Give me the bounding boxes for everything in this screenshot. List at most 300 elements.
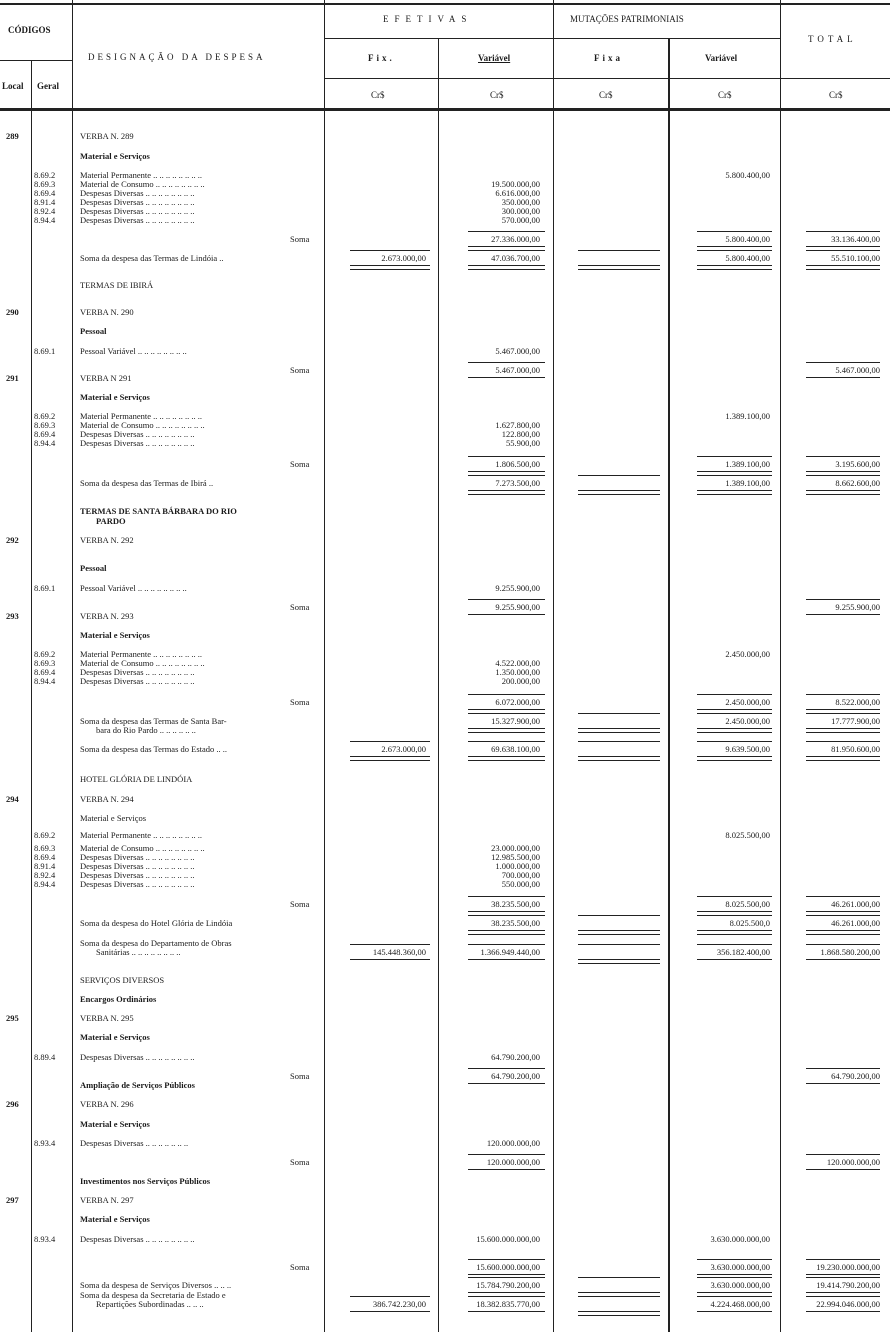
underline bbox=[697, 456, 772, 457]
geral-code: 8.92.4 bbox=[34, 206, 56, 216]
description: Pessoal Variável .. .. .. .. .. .. .. .. bbox=[80, 346, 187, 356]
local-code: 295 bbox=[6, 1013, 19, 1023]
double-underline bbox=[697, 930, 772, 935]
underline bbox=[806, 1311, 880, 1312]
value-total: 5.467.000,00 bbox=[835, 365, 880, 375]
value-efetivas-variavel: 9.255.900,00 bbox=[495, 583, 540, 593]
underline bbox=[697, 959, 772, 960]
value-total: 3.195.600,00 bbox=[835, 459, 880, 469]
geral-code: 8.92.4 bbox=[34, 870, 56, 880]
geral-code: 8.69.2 bbox=[34, 830, 56, 840]
underline bbox=[468, 1274, 545, 1275]
description: Pessoal bbox=[80, 563, 107, 573]
underline bbox=[468, 471, 545, 472]
double-underline bbox=[468, 728, 545, 733]
underline bbox=[806, 599, 880, 600]
rule-desc bbox=[324, 0, 325, 1332]
geral-code: 8.69.1 bbox=[34, 346, 56, 356]
header-efetivas: EFETIVAS bbox=[383, 14, 473, 24]
description: Despesas Diversas .. .. .. .. .. .. .. .. bbox=[80, 676, 195, 686]
description: Despesas Diversas .. .. .. .. .. .. .. .. bbox=[80, 188, 195, 198]
underline bbox=[697, 471, 772, 472]
underline bbox=[468, 599, 545, 600]
underline bbox=[350, 944, 430, 945]
underline bbox=[697, 246, 772, 247]
geral-code: 8.94.4 bbox=[34, 215, 56, 225]
value-efetivas-variavel: 120.000.000,00 bbox=[486, 1138, 540, 1148]
description: Soma da despesa das Termas de Santa Bar- bbox=[80, 716, 227, 726]
header-fixa-efetivas: Fix. bbox=[368, 53, 395, 63]
description: Investimentos nos Serviços Públicos bbox=[80, 1176, 211, 1186]
value-efetivas-variavel: 5.467.000,00 bbox=[495, 365, 540, 375]
geral-code: 8.89.4 bbox=[34, 1052, 56, 1062]
description: Material de Consumo .. .. .. .. .. .. .. .. bbox=[80, 843, 205, 853]
underline bbox=[350, 741, 430, 742]
description: VERBA N. 295 bbox=[80, 1013, 134, 1023]
soma-label: Soma bbox=[290, 1262, 310, 1272]
value-efetivas-variavel: 69.638.100,00 bbox=[491, 744, 540, 754]
value-efetivas-variavel: 1.350.000,00 bbox=[495, 667, 540, 677]
local-code: 289 bbox=[6, 131, 19, 141]
header-designacao: DESIGNAÇÃO DA DESPESA bbox=[88, 52, 266, 62]
underline bbox=[697, 915, 772, 916]
underline bbox=[697, 250, 772, 251]
rule-units bbox=[324, 78, 890, 79]
value-efetivas-variavel: 18.382.835.770,00 bbox=[476, 1299, 540, 1309]
double-underline bbox=[806, 930, 880, 935]
underline bbox=[468, 475, 545, 476]
value-efetivas-variavel: 47.036.700,00 bbox=[491, 253, 540, 263]
description: Material e Serviços bbox=[80, 1214, 150, 1224]
geral-code: 8.69.4 bbox=[34, 429, 56, 439]
underline bbox=[806, 471, 880, 472]
rule-local bbox=[31, 60, 32, 1332]
currency-fixa-mutacoes: Cr$ bbox=[599, 90, 613, 100]
double-underline bbox=[578, 490, 660, 495]
value-efetivas-variavel: 1.000.000,00 bbox=[495, 861, 540, 871]
double-underline bbox=[697, 490, 772, 495]
value-efetivas-variavel: 6.616.000,00 bbox=[495, 188, 540, 198]
value-efetivas-variavel: 122.800,00 bbox=[501, 429, 540, 439]
underline bbox=[578, 713, 660, 714]
underline bbox=[806, 915, 880, 916]
underline bbox=[468, 1068, 545, 1069]
soma-label: Soma bbox=[290, 602, 310, 612]
value-efetivas-variavel: 15.327.900,00 bbox=[491, 716, 540, 726]
description: Despesas Diversas .. .. .. .. .. .. .. .. bbox=[80, 667, 195, 677]
value-mutacoes-variavel: 5.800.400,00 bbox=[725, 234, 770, 244]
underline bbox=[468, 614, 545, 615]
underline bbox=[468, 709, 545, 710]
underline bbox=[468, 1083, 545, 1084]
value-mutacoes-variavel: 2.450.000,00 bbox=[725, 649, 770, 659]
description: Material e Serviços bbox=[80, 392, 150, 402]
geral-code: 8.69.3 bbox=[34, 658, 56, 668]
description: Soma da despesa do Hotel Glória de Lindóia bbox=[80, 918, 233, 928]
value-efetivas-variavel: 700.000,00 bbox=[501, 870, 540, 880]
underline bbox=[697, 911, 772, 912]
description: VERBA N. 293 bbox=[80, 611, 134, 621]
description: Material e Serviços bbox=[80, 1032, 150, 1042]
underline bbox=[806, 709, 880, 710]
description: Encargos Ordinários bbox=[80, 994, 157, 1004]
underline bbox=[697, 694, 772, 695]
description: Soma da despesa da Secretaria de Estado e bbox=[80, 1290, 226, 1300]
currency-variavel-mutacoes: Cr$ bbox=[718, 90, 732, 100]
description: Despesas Diversas .. .. .. .. .. .. .. .. bbox=[80, 215, 195, 225]
double-underline bbox=[578, 756, 660, 761]
underline bbox=[468, 896, 545, 897]
underline bbox=[468, 1169, 545, 1170]
geral-code: 8.69.3 bbox=[34, 179, 56, 189]
underline bbox=[806, 1154, 880, 1155]
underline bbox=[468, 456, 545, 457]
value-mutacoes-variavel: 4.224.468.000,00 bbox=[710, 1299, 770, 1309]
double-underline bbox=[468, 490, 545, 495]
header-mutacoes: MUTAÇÕES PATRIMONIAIS bbox=[570, 14, 684, 24]
value-mutacoes-variavel: 3.630.000.000,00 bbox=[710, 1280, 770, 1290]
description: Material e Serviços bbox=[80, 813, 147, 823]
value-efetivas-variavel: 570.000,00 bbox=[501, 215, 540, 225]
value-efetivas-variavel: 38.235.500,00 bbox=[491, 918, 540, 928]
underline bbox=[806, 231, 880, 232]
value-efetivas-fixa: 145.448.360,00 bbox=[372, 947, 426, 957]
value-total: 46.261.000,00 bbox=[831, 899, 880, 909]
double-underline bbox=[806, 265, 880, 270]
underline bbox=[697, 713, 772, 714]
underline bbox=[806, 741, 880, 742]
rule-total bbox=[780, 0, 781, 1332]
description: Material Permanente .. .. .. .. .. .. .. .. bbox=[80, 411, 203, 421]
value-efetivas-variavel: 200.000,00 bbox=[501, 676, 540, 686]
description: Sanitárias .. .. .. .. .. .. .. .. bbox=[96, 947, 181, 957]
description: Pessoal Variável .. .. .. .. .. .. .. .. bbox=[80, 583, 187, 593]
underline bbox=[806, 1068, 880, 1069]
underline bbox=[806, 475, 880, 476]
description: VERBA N. 292 bbox=[80, 535, 134, 545]
value-mutacoes-variavel: 2.450.000,00 bbox=[725, 716, 770, 726]
value-efetivas-variavel: 27.336.000,00 bbox=[491, 234, 540, 244]
value-mutacoes-variavel: 5.800.400,00 bbox=[725, 170, 770, 180]
underline bbox=[468, 741, 545, 742]
underline bbox=[578, 915, 660, 916]
value-mutacoes-variavel: 8.025.500,00 bbox=[725, 830, 770, 840]
underline bbox=[468, 911, 545, 912]
value-total: 120.000.000,00 bbox=[826, 1157, 880, 1167]
underline bbox=[806, 614, 880, 615]
value-total: 19.230.000.000,00 bbox=[816, 1262, 880, 1272]
geral-code: 8.69.3 bbox=[34, 843, 56, 853]
value-efetivas-variavel: 1.806.500,00 bbox=[495, 459, 540, 469]
geral-code: 8.91.4 bbox=[34, 197, 56, 207]
underline bbox=[468, 944, 545, 945]
currency-variavel-efetivas: Cr$ bbox=[490, 90, 504, 100]
description: Despesas Diversas .. .. .. .. .. .. .. .. bbox=[80, 197, 195, 207]
value-mutacoes-variavel: 356.182.400,00 bbox=[716, 947, 770, 957]
description: Soma da despesa das Termas de Ibirá .. bbox=[80, 478, 214, 488]
underline bbox=[806, 959, 880, 960]
value-mutacoes-variavel: 3.630.000.000,00 bbox=[710, 1262, 770, 1272]
underline bbox=[350, 1311, 430, 1312]
geral-code: 8.94.4 bbox=[34, 676, 56, 686]
underline bbox=[468, 1259, 545, 1260]
double-underline bbox=[350, 756, 430, 761]
description: Material e Serviços bbox=[80, 1119, 150, 1129]
description: Despesas Diversas .. .. .. .. .. .. .. .. bbox=[80, 852, 195, 862]
underline bbox=[468, 713, 545, 714]
underline bbox=[806, 1259, 880, 1260]
value-mutacoes-variavel: 3.630.000.000,00 bbox=[710, 1234, 770, 1244]
soma-label: Soma bbox=[290, 697, 310, 707]
description: Soma da despesa das Termas de Lindóia .. bbox=[80, 253, 224, 263]
value-efetivas-variavel: 15.600.000.000,00 bbox=[476, 1262, 540, 1272]
soma-label: Soma bbox=[290, 365, 310, 375]
rule-fixa bbox=[438, 38, 439, 1332]
description: Repartições Subordinadas .. .. .. bbox=[96, 1299, 204, 1309]
value-total: 17.777.900,00 bbox=[831, 716, 880, 726]
underline bbox=[806, 1277, 880, 1278]
value-mutacoes-variavel: 5.800.400,00 bbox=[725, 253, 770, 263]
rule-mutfixa bbox=[668, 38, 670, 1332]
underline bbox=[468, 250, 545, 251]
double-underline bbox=[350, 265, 430, 270]
header-geral: Geral bbox=[37, 81, 59, 91]
value-efetivas-variavel: 23.000.000,00 bbox=[491, 843, 540, 853]
underline bbox=[697, 1277, 772, 1278]
value-mutacoes-variavel: 1.389.100,00 bbox=[725, 478, 770, 488]
underline bbox=[697, 1259, 772, 1260]
value-mutacoes-variavel: 1.389.100,00 bbox=[725, 459, 770, 469]
description: Material Permanente .. .. .. .. .. .. .. .. bbox=[80, 649, 203, 659]
underline bbox=[468, 231, 545, 232]
description: VERBA N. 297 bbox=[80, 1195, 134, 1205]
description: VERBA N 291 bbox=[80, 373, 132, 383]
value-efetivas-fixa: 2.673.000,00 bbox=[381, 253, 426, 263]
description: bara do Rio Pardo .. .. .. .. .. .. bbox=[96, 725, 196, 735]
local-code: 296 bbox=[6, 1099, 19, 1109]
underline bbox=[806, 456, 880, 457]
value-efetivas-variavel: 4.522.000,00 bbox=[495, 658, 540, 668]
underline bbox=[468, 1311, 545, 1312]
value-efetivas-variavel: 120.000.000,00 bbox=[486, 1157, 540, 1167]
geral-code: 8.94.4 bbox=[34, 438, 56, 448]
header-fixa-mutacoes: Fixa bbox=[594, 53, 623, 63]
description: Soma da despesa de Serviços Diversos .. .. .. bbox=[80, 1280, 232, 1290]
value-efetivas-variavel: 7.273.500,00 bbox=[495, 478, 540, 488]
geral-code: 8.93.4 bbox=[34, 1138, 56, 1148]
value-total: 8.662.600,00 bbox=[835, 478, 880, 488]
soma-label: Soma bbox=[290, 234, 310, 244]
value-efetivas-variavel: 6.072.000,00 bbox=[495, 697, 540, 707]
geral-code: 8.69.3 bbox=[34, 420, 56, 430]
double-underline bbox=[578, 728, 660, 733]
underline bbox=[806, 896, 880, 897]
header-total: TOTAL bbox=[808, 34, 857, 44]
underline bbox=[468, 377, 545, 378]
double-underline bbox=[578, 959, 660, 964]
description: Soma da despesa do Departamento de Obras bbox=[80, 938, 232, 948]
header-variavel-efetivas: Variável bbox=[478, 53, 511, 63]
description: Material Permanente .. .. .. .. .. .. .. .. bbox=[80, 170, 203, 180]
local-code: 294 bbox=[6, 794, 19, 804]
underline bbox=[468, 1154, 545, 1155]
underline bbox=[468, 1277, 545, 1278]
value-total: 8.522.000,00 bbox=[835, 697, 880, 707]
underline bbox=[578, 1296, 660, 1297]
double-underline bbox=[578, 265, 660, 270]
underline bbox=[806, 944, 880, 945]
header-codigos: CÓDIGOS bbox=[8, 25, 51, 35]
value-mutacoes-variavel: 8.025.500,0 bbox=[729, 918, 770, 928]
underline bbox=[697, 1274, 772, 1275]
double-underline bbox=[806, 756, 880, 761]
value-efetivas-variavel: 19.500.000,00 bbox=[491, 179, 540, 189]
value-total: 22.994.046.000,00 bbox=[816, 1299, 880, 1309]
soma-label: Soma bbox=[290, 459, 310, 469]
underline bbox=[806, 1083, 880, 1084]
underline bbox=[350, 1296, 430, 1297]
value-total: 19.414.790.200,00 bbox=[816, 1280, 880, 1290]
double-underline bbox=[697, 265, 772, 270]
double-underline bbox=[468, 756, 545, 761]
description: HOTEL GLÓRIA DE LINDÓIA bbox=[80, 774, 193, 784]
description: Material Permanente .. .. .. .. .. .. .. .. bbox=[80, 830, 203, 840]
description: VERBA N. 289 bbox=[80, 131, 134, 141]
rule-top bbox=[0, 3, 890, 5]
value-efetivas-variavel: 38.235.500,00 bbox=[491, 899, 540, 909]
value-total: 1.868.580.200,00 bbox=[820, 947, 880, 957]
value-efetivas-fixa: 386.742.230,00 bbox=[372, 1299, 426, 1309]
underline bbox=[350, 959, 430, 960]
underline bbox=[697, 741, 772, 742]
description: Material de Consumo .. .. .. .. .. .. .. .. bbox=[80, 420, 205, 430]
description: Material e Serviços bbox=[80, 630, 150, 640]
underline bbox=[806, 362, 880, 363]
description: Material de Consumo .. .. .. .. .. .. .. .. bbox=[80, 179, 205, 189]
underline bbox=[468, 959, 545, 960]
description: SERVIÇOS DIVERSOS bbox=[80, 975, 165, 985]
description: Despesas Diversas .. .. .. .. .. .. .. .. bbox=[80, 870, 195, 880]
geral-code: 8.69.4 bbox=[34, 667, 56, 677]
value-efetivas-variavel: 550.000,00 bbox=[501, 879, 540, 889]
value-efetivas-variavel: 350.000,00 bbox=[501, 197, 540, 207]
value-total: 81.950.600,00 bbox=[831, 744, 880, 754]
geral-code: 8.93.4 bbox=[34, 1234, 56, 1244]
value-total: 9.255.900,00 bbox=[835, 602, 880, 612]
description: VERBA N. 296 bbox=[80, 1099, 134, 1109]
double-underline bbox=[468, 930, 545, 935]
underline bbox=[697, 944, 772, 945]
description: Despesas Diversas .. .. .. .. .. .. .. .. bbox=[80, 429, 195, 439]
underline bbox=[806, 377, 880, 378]
underline bbox=[697, 1311, 772, 1312]
rule-geral bbox=[72, 0, 73, 1332]
underline bbox=[806, 246, 880, 247]
value-efetivas-variavel: 1.627.800,00 bbox=[495, 420, 540, 430]
description: Ampliação de Serviços Públicos bbox=[80, 1080, 195, 1090]
value-mutacoes-variavel: 8.025.500,00 bbox=[725, 899, 770, 909]
local-code: 291 bbox=[6, 373, 19, 383]
value-total: 55.510.100,00 bbox=[831, 253, 880, 263]
description: Despesas Diversas .. .. .. .. .. .. .. .. bbox=[80, 1234, 195, 1244]
description: Pessoal bbox=[80, 326, 107, 336]
description: Material e Serviços bbox=[80, 151, 150, 161]
value-efetivas-variavel: 12.985.500,00 bbox=[491, 852, 540, 862]
rule-header-bottom bbox=[0, 108, 890, 111]
description: Despesas Diversas .. .. .. .. .. .. .. bbox=[80, 1138, 189, 1148]
value-mutacoes-variavel: 1.389.100,00 bbox=[725, 411, 770, 421]
underline bbox=[468, 694, 545, 695]
underline bbox=[578, 741, 660, 742]
underline bbox=[806, 1169, 880, 1170]
underline bbox=[806, 911, 880, 912]
underline bbox=[806, 1296, 880, 1297]
description: Despesas Diversas .. .. .. .. .. .. .. .. bbox=[80, 206, 195, 216]
double-underline bbox=[578, 930, 660, 935]
description: Despesas Diversas .. .. .. .. .. .. .. .. bbox=[80, 438, 195, 448]
value-efetivas-variavel: 5.467.000,00 bbox=[495, 346, 540, 356]
double-underline bbox=[468, 265, 545, 270]
geral-code: 8.69.2 bbox=[34, 170, 56, 180]
description: Despesas Diversas .. .. .. .. .. .. .. .. bbox=[80, 861, 195, 871]
description: TERMAS DE IBIRÁ bbox=[80, 280, 154, 290]
description: Despesas Diversas .. .. .. .. .. .. .. .. bbox=[80, 1052, 195, 1062]
double-underline bbox=[578, 1311, 660, 1316]
header-variavel-mutacoes: Variável bbox=[705, 53, 738, 63]
underline bbox=[697, 709, 772, 710]
currency-fixa-efetivas: Cr$ bbox=[371, 90, 385, 100]
value-efetivas-variavel: 15.600.000.000,00 bbox=[476, 1234, 540, 1244]
local-code: 293 bbox=[6, 611, 19, 621]
value-efetivas-variavel: 300.000,00 bbox=[501, 206, 540, 216]
underline bbox=[806, 250, 880, 251]
local-code: 297 bbox=[6, 1195, 19, 1205]
soma-label: Soma bbox=[290, 899, 310, 909]
header-local: Local bbox=[2, 81, 24, 91]
description: VERBA N. 294 bbox=[80, 794, 134, 804]
description: Despesas Diversas .. .. .. .. .. .. .. .. bbox=[80, 879, 195, 889]
soma-label: Soma bbox=[290, 1071, 310, 1081]
underline bbox=[468, 246, 545, 247]
currency-total: Cr$ bbox=[829, 90, 843, 100]
value-efetivas-variavel: 15.784.790.200,00 bbox=[476, 1280, 540, 1290]
value-efetivas-variavel: 64.790.200,00 bbox=[491, 1052, 540, 1062]
geral-code: 8.69.2 bbox=[34, 411, 56, 421]
description: VERBA N. 290 bbox=[80, 307, 134, 317]
geral-code: 8.69.1 bbox=[34, 583, 56, 593]
value-efetivas-fixa: 2.673.000,00 bbox=[381, 744, 426, 754]
description: TERMAS DE SANTA BÁRBARA DO RIO bbox=[80, 506, 237, 516]
value-efetivas-variavel: 1.366.949.440,00 bbox=[480, 947, 540, 957]
underline bbox=[578, 1277, 660, 1278]
underline bbox=[578, 475, 660, 476]
geral-code: 8.69.4 bbox=[34, 852, 56, 862]
underline bbox=[697, 1296, 772, 1297]
underline bbox=[806, 1274, 880, 1275]
description: PARDO bbox=[96, 516, 126, 526]
double-underline bbox=[697, 756, 772, 761]
geral-code: 8.69.4 bbox=[34, 188, 56, 198]
double-underline bbox=[806, 728, 880, 733]
underline bbox=[468, 362, 545, 363]
underline bbox=[350, 250, 430, 251]
underline bbox=[697, 475, 772, 476]
value-efetivas-variavel: 64.790.200,00 bbox=[491, 1071, 540, 1081]
geral-code: 8.94.4 bbox=[34, 879, 56, 889]
double-underline bbox=[806, 490, 880, 495]
rule-codigos bbox=[0, 60, 72, 61]
underline bbox=[806, 713, 880, 714]
